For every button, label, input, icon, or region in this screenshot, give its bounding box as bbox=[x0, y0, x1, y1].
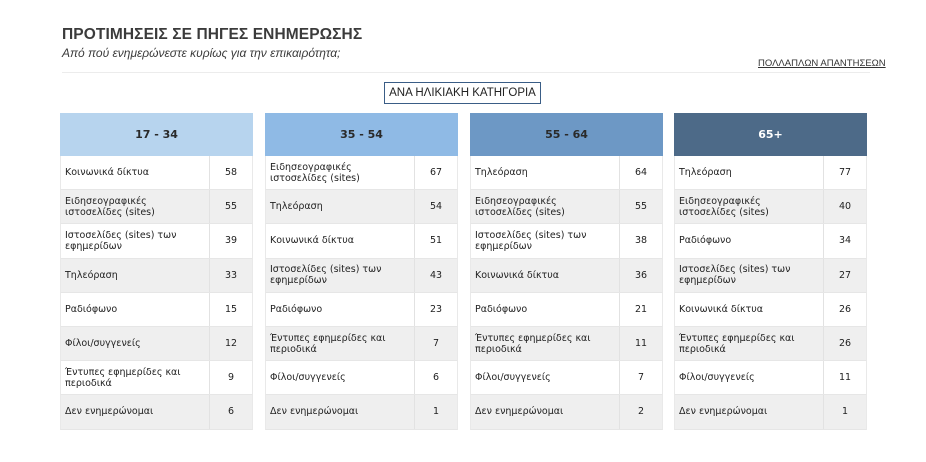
page-title: ΠΡΟΤΙΜΗΣΕΙΣ ΣΕ ΠΗΓΕΣ ΕΝΗΜΕΡΩΣΗΣ bbox=[62, 26, 363, 43]
source-label: Φίλοι/συγγενείς bbox=[61, 327, 210, 360]
source-label: Ραδιόφωνο bbox=[61, 293, 210, 326]
age-group-header: 35 - 54 bbox=[265, 113, 458, 156]
age-group-header: 17 - 34 bbox=[60, 113, 253, 156]
source-label: Τηλεόραση bbox=[61, 259, 210, 292]
percent-value: 2 bbox=[637, 406, 645, 418]
age-group-header: 65+ bbox=[674, 113, 867, 156]
source-label: Δεν ενημερώνομαι bbox=[61, 395, 210, 428]
percent-value: 11 bbox=[838, 372, 852, 384]
table-row bbox=[674, 293, 867, 327]
table-row bbox=[265, 190, 458, 224]
source-label: Ραδιόφωνο bbox=[266, 293, 415, 326]
source-label: Έντυπες εφημερίδες και περιοδικά bbox=[266, 327, 415, 360]
source-label: Ιστοσελίδες (sites) των εφημερίδων bbox=[471, 224, 620, 257]
age-group-table-65-plus bbox=[674, 113, 867, 430]
percent-value: 26 bbox=[838, 338, 852, 350]
source-label: Δεν ενημερώνομαι bbox=[675, 395, 824, 428]
source-label: Ιστοσελίδες (sites) των εφημερίδων bbox=[675, 259, 824, 292]
table-row bbox=[60, 395, 253, 429]
age-group-table-17-34 bbox=[60, 113, 253, 430]
source-label: Έντυπες εφημερίδες και περιοδικά bbox=[675, 327, 824, 360]
percent-value: 36 bbox=[634, 269, 648, 281]
table-row bbox=[470, 327, 663, 361]
percent-value: 67 bbox=[429, 167, 443, 179]
percent-value: 23 bbox=[429, 303, 443, 315]
percent-value: 51 bbox=[429, 235, 443, 247]
percent-value: 64 bbox=[634, 167, 648, 179]
percent-value: 39 bbox=[224, 235, 238, 247]
table-row bbox=[265, 259, 458, 293]
source-label: Φίλοι/συγγενείς bbox=[471, 361, 620, 394]
percent-value: 27 bbox=[838, 269, 852, 281]
source-label: Κοινωνικά δίκτυα bbox=[61, 156, 210, 189]
percent-value: 15 bbox=[224, 303, 238, 315]
percent-value: 58 bbox=[224, 167, 238, 179]
age-category-label: ΑΝΑ ΗΛΙΚΙΑΚΗ ΚΑΤΗΓΟΡΙΑ bbox=[384, 82, 541, 104]
table-row bbox=[265, 395, 458, 429]
table-row bbox=[470, 224, 663, 258]
table-row bbox=[265, 224, 458, 258]
source-label: Ιστοσελίδες (sites) των εφημερίδων bbox=[266, 259, 415, 292]
percent-value: 6 bbox=[432, 372, 440, 384]
source-label: Φίλοι/συγγενείς bbox=[266, 361, 415, 394]
source-label: Τηλεόραση bbox=[266, 190, 415, 223]
age-group-table-55-64 bbox=[470, 113, 663, 430]
source-label: Φίλοι/συγγενείς bbox=[675, 361, 824, 394]
header-divider bbox=[62, 72, 870, 73]
table-row bbox=[674, 190, 867, 224]
table-row bbox=[60, 259, 253, 293]
table-row bbox=[470, 293, 663, 327]
table-row bbox=[265, 293, 458, 327]
source-label: Κοινωνικά δίκτυα bbox=[675, 293, 824, 326]
source-label: Κοινωνικά δίκτυα bbox=[266, 224, 415, 257]
source-label: Κοινωνικά δίκτυα bbox=[471, 259, 620, 292]
page-subtitle: Από πού ενημερώνεστε κυρίως για την επικαιρότητα; bbox=[62, 46, 341, 60]
percent-value: 7 bbox=[637, 372, 645, 384]
percent-value: 33 bbox=[224, 269, 238, 281]
table-row bbox=[470, 156, 663, 190]
source-label: Ειδησεογραφικές ιστοσελίδες (sites) bbox=[61, 190, 210, 223]
table-row bbox=[60, 327, 253, 361]
percent-value: 55 bbox=[224, 201, 238, 213]
table-row bbox=[265, 361, 458, 395]
source-label: Ιστοσελίδες (sites) των εφημερίδων bbox=[61, 224, 210, 257]
source-label: Ειδησεογραφικές ιστοσελίδες (sites) bbox=[675, 190, 824, 223]
table-row bbox=[60, 293, 253, 327]
age-group-header: 55 - 64 bbox=[470, 113, 663, 156]
table-row bbox=[60, 156, 253, 190]
table-row bbox=[674, 224, 867, 258]
source-label: Ραδιόφωνο bbox=[675, 224, 824, 257]
table-row bbox=[470, 259, 663, 293]
source-label: Έντυπες εφημερίδες και περιοδικά bbox=[471, 327, 620, 360]
table-row bbox=[60, 190, 253, 224]
source-label: Τηλεόραση bbox=[675, 156, 824, 189]
table-row bbox=[674, 156, 867, 190]
percent-value: 7 bbox=[432, 338, 440, 350]
table-row bbox=[470, 361, 663, 395]
table-row bbox=[470, 395, 663, 429]
table-row bbox=[674, 327, 867, 361]
source-label: Τηλεόραση bbox=[471, 156, 620, 189]
source-label: Δεν ενημερώνομαι bbox=[266, 395, 415, 428]
table-row bbox=[265, 327, 458, 361]
percent-value: 43 bbox=[429, 269, 443, 281]
percent-value: 40 bbox=[838, 201, 852, 213]
source-label: Δεν ενημερώνομαι bbox=[471, 395, 620, 428]
percent-value: 6 bbox=[227, 406, 235, 418]
percent-value: 1 bbox=[432, 406, 440, 418]
percent-value: 9 bbox=[227, 372, 235, 384]
percent-value: 26 bbox=[838, 303, 852, 315]
table-row bbox=[674, 395, 867, 429]
percent-value: 77 bbox=[838, 167, 852, 179]
percent-value: 1 bbox=[841, 406, 849, 418]
table-row bbox=[674, 361, 867, 395]
table-row bbox=[674, 259, 867, 293]
percent-value: 38 bbox=[634, 235, 648, 247]
percent-value: 11 bbox=[634, 338, 648, 350]
table-row bbox=[265, 156, 458, 190]
percent-value: 34 bbox=[838, 235, 852, 247]
multi-answer-note: ΠΟΛΛΑΠΛΩΝ ΑΠΑΝΤΗΣΕΩΝ bbox=[758, 58, 886, 69]
percent-value: 21 bbox=[634, 303, 648, 315]
source-label: Ειδησεογραφικές ιστοσελίδες (sites) bbox=[266, 156, 415, 189]
source-label: Ειδησεογραφικές ιστοσελίδες (sites) bbox=[471, 190, 620, 223]
percent-value: 54 bbox=[429, 201, 443, 213]
source-label: Ραδιόφωνο bbox=[471, 293, 620, 326]
percent-value: 12 bbox=[224, 338, 238, 350]
table-row bbox=[60, 361, 253, 395]
age-group-table-35-54 bbox=[265, 113, 458, 430]
table-row bbox=[470, 190, 663, 224]
percent-value: 55 bbox=[634, 201, 648, 213]
table-row bbox=[60, 224, 253, 258]
source-label: Έντυπες εφημερίδες και περιοδικά bbox=[61, 361, 210, 394]
